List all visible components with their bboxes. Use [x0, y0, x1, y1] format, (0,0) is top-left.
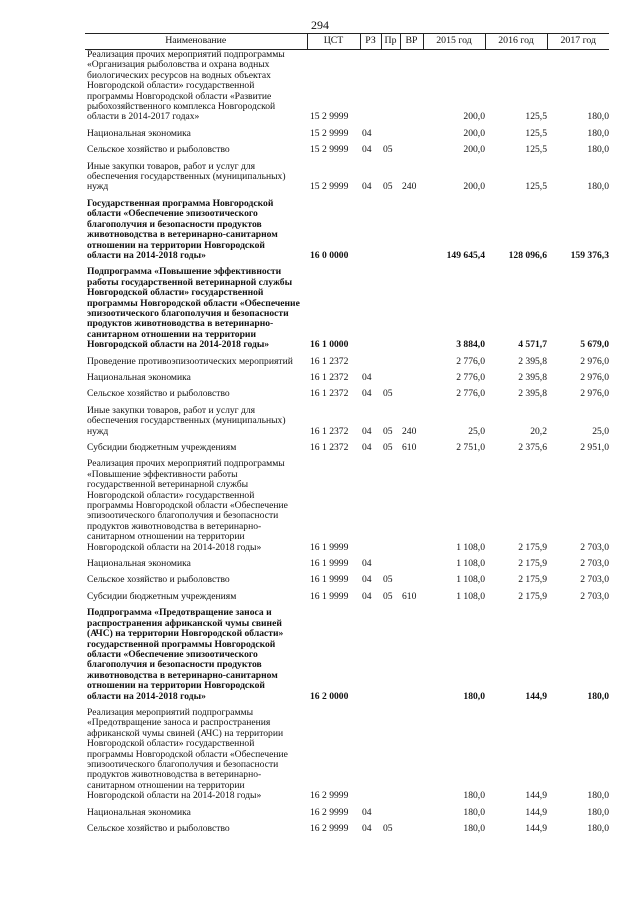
cell-vr [400, 50, 423, 123]
cell-vr [400, 367, 423, 383]
cell-2017: 180,0 [587, 111, 609, 123]
cell-2015: 200,0 [463, 111, 485, 123]
table-row [85, 261, 609, 350]
cell-2017: 2 703,0 [580, 541, 609, 553]
cell-2017: 2 951,0 [580, 442, 609, 453]
cell-2015: 1 108,0 [456, 558, 485, 570]
cell-2017: 2 703,0 [580, 558, 609, 570]
cell-2016: 144,9 [525, 690, 547, 702]
cell-rz: 04 [362, 823, 372, 834]
cell-2016: 125,5 [525, 111, 547, 123]
cell-vr [400, 383, 423, 399]
cell-2017: 180,0 [587, 790, 609, 802]
cell-pr: 05 [383, 442, 393, 453]
cell-pr [381, 453, 400, 553]
cell-2016: 125,5 [525, 144, 547, 156]
cell-2015: 180,0 [463, 823, 485, 834]
cell-name: Сельское хозяйство и рыболовство [87, 388, 230, 400]
cell-2017: 2 976,0 [580, 371, 609, 383]
cell-2017: 2 703,0 [580, 574, 609, 586]
cell-pr [381, 351, 400, 367]
cell-2017: 2 976,0 [580, 388, 609, 400]
cell-2015: 149 645,4 [446, 249, 485, 261]
cell-pr: 05 [383, 425, 393, 437]
cell-2016: 144,9 [525, 806, 547, 818]
cell-2016: 125,5 [525, 181, 547, 193]
header-2015: 2015 год [423, 34, 485, 50]
cell-2015: 180,0 [463, 690, 485, 702]
cell-pr [381, 123, 400, 139]
header-vr: ВР [400, 34, 423, 50]
cell-2017: 159 376,3 [570, 249, 609, 261]
cell-vr: 240 [402, 181, 417, 193]
cell-name: Реализация мероприятий подпрограммы «Предотвращение заноса и распространения африканской чумы свиней (АЧС) на территории Новгородской области» государственной программы Новгородской области «Обеспечение эпизоотического благополучия и безопасности продуктов животноводства в ветеринарно-санитарном отношении на территории Новгородской области на 2014-2018 годы» [87, 706, 288, 802]
table-row [85, 802, 609, 818]
cell-cst: 15 2 9999 [310, 127, 349, 139]
cell-2017: 180,0 [587, 806, 609, 818]
cell-cst: 16 1 2372 [310, 371, 349, 383]
cell-rz: 04 [362, 806, 372, 818]
cell-2016: 2 395,8 [518, 371, 547, 383]
table-row [85, 453, 609, 553]
cell-rz: 04 [362, 388, 372, 400]
cell-cst: 16 2 0000 [310, 690, 349, 702]
table-row [85, 50, 609, 123]
table-row [85, 553, 609, 569]
cell-rz [360, 453, 381, 553]
cell-rz: 04 [362, 425, 372, 437]
cell-vr [400, 139, 423, 155]
cell-pr [381, 553, 400, 569]
cell-pr: 05 [383, 590, 393, 602]
cell-2015: 2 776,0 [456, 388, 485, 400]
cell-name: Подпрограмма «Предотвращение заноса и распространения африканской чумы свиней (АЧС) на территории Новгородской области» государственной программы Новгородской области «Обеспечение эпизоотического благополучия и безопасности продуктов животноводства в ветеринарно-санитарном отношении на территории Новгородской области на 2014-2018 годы» [87, 607, 284, 702]
cell-cst: 16 1 2372 [310, 425, 349, 437]
table-row [85, 818, 609, 834]
cell-2017: 180,0 [587, 823, 609, 834]
cell-name: Национальная экономика [87, 558, 191, 570]
cell-cst: 16 1 2372 [310, 355, 349, 367]
cell-2015: 180,0 [463, 790, 485, 802]
header-2016: 2016 год [485, 34, 547, 50]
table-row [85, 139, 609, 155]
cell-rz [360, 702, 381, 802]
cell-rz: 04 [362, 558, 372, 570]
cell-name: Подпрограмма «Повышение эффективности работы государственной ветеринарной службы Новгородской области» государственной программы Новгородской области «Обеспечение эпизоотического благополучия и безопасности продуктов животноводства в ветеринарно-санитарном отношении на территории Новгородской области на 2014-2018 годы» [87, 266, 300, 351]
cell-pr [381, 802, 400, 818]
cell-2016: 4 571,7 [518, 339, 547, 351]
cell-name: Иные закупки товаров, работ и услуг для обеспечения государственных (муниципальных) нужд [87, 160, 286, 193]
table-row [85, 400, 609, 437]
cell-2016: 2 175,9 [518, 574, 547, 586]
cell-pr: 05 [383, 144, 393, 156]
table-row [85, 383, 609, 399]
header-pr: Пр [381, 34, 400, 50]
cell-2015: 200,0 [463, 144, 485, 156]
cell-rz: 04 [362, 144, 372, 156]
cell-2016: 2 175,9 [518, 590, 547, 602]
cell-vr [400, 453, 423, 553]
cell-cst: 15 2 9999 [310, 144, 349, 156]
cell-rz: 04 [362, 371, 372, 383]
table-row [85, 586, 609, 602]
table-header [85, 34, 609, 50]
cell-2017: 180,0 [587, 144, 609, 156]
cell-vr [400, 702, 423, 802]
cell-2016: 125,5 [525, 127, 547, 139]
cell-rz [360, 602, 381, 702]
cell-vr [400, 261, 423, 350]
cell-2017: 25,0 [592, 425, 609, 437]
cell-rz: 04 [362, 181, 372, 193]
header-name: Наименование [85, 34, 307, 50]
cell-pr: 05 [383, 823, 393, 834]
cell-name: Национальная экономика [87, 806, 191, 818]
cell-2015: 1 108,0 [456, 541, 485, 553]
table-row [85, 351, 609, 367]
cell-2016: 2 395,8 [518, 355, 547, 367]
cell-vr: 610 [402, 442, 417, 453]
cell-name: Реализация прочих мероприятий подпрограммы «Повышение эффективности работы государственной ветеринарной службы Новгородской области» государственной программы Новгородской области «Обеспечение эпизоотического благополучия и безопасности продуктов животноводства в ветеринарно-санитарном отношении на территории Новгородской области на 2014-2018 годы» [87, 458, 288, 553]
cell-name: Субсидии бюджетным учреждениям [87, 590, 237, 602]
cell-pr: 05 [383, 574, 393, 586]
cell-cst: 16 1 2372 [310, 388, 349, 400]
table-body [85, 50, 609, 835]
cell-2016: 2 395,8 [518, 388, 547, 400]
cell-vr [400, 802, 423, 818]
cell-cst: 16 2 9999 [310, 790, 349, 802]
cell-name: Сельское хозяйство и рыболовство [87, 144, 230, 156]
cell-vr [400, 602, 423, 702]
cell-2016: 144,9 [525, 823, 547, 834]
cell-cst: 16 1 9999 [310, 558, 349, 570]
cell-2015: 2 751,0 [456, 442, 485, 453]
cell-rz [360, 50, 381, 123]
cell-2015: 2 776,0 [456, 371, 485, 383]
table-row [85, 569, 609, 585]
cell-2016: 144,9 [525, 790, 547, 802]
cell-pr: 05 [383, 181, 393, 193]
header-cst: ЦСТ [307, 34, 360, 50]
table-row [85, 702, 609, 802]
cell-2017: 2 976,0 [580, 355, 609, 367]
page-number: 294 [311, 18, 329, 32]
table-row [85, 437, 609, 453]
cell-name: Государственная программа Новгородской области «Обеспечение эпизоотического благополучия и безопасности продуктов животноводства в ветеринарно-санитарном отношении на территории Новгородской области на 2014-2018 годы» [87, 197, 278, 261]
cell-cst: 16 2 9999 [310, 806, 349, 818]
cell-2016: 2 175,9 [518, 558, 547, 570]
table-row [85, 123, 609, 139]
cell-pr [381, 50, 400, 123]
table-row [85, 156, 609, 193]
cell-cst: 16 1 9999 [310, 541, 349, 553]
cell-2016: 20,2 [530, 425, 547, 437]
cell-name: Сельское хозяйство и рыболовство [87, 574, 230, 586]
cell-cst: 16 1 9999 [310, 574, 349, 586]
cell-2017: 180,0 [587, 127, 609, 139]
cell-2015: 1 108,0 [456, 590, 485, 602]
cell-vr [400, 553, 423, 569]
cell-rz: 04 [362, 442, 372, 453]
cell-2016: 2 175,9 [518, 541, 547, 553]
cell-vr [400, 123, 423, 139]
cell-name: Проведение противоэпизоотических мероприятий [87, 355, 293, 367]
cell-2017: 2 703,0 [580, 590, 609, 602]
cell-name: Субсидии бюджетным учреждениям [87, 442, 237, 453]
cell-pr [381, 193, 400, 261]
cell-cst: 16 1 2372 [310, 442, 349, 453]
cell-cst: 15 2 9999 [310, 181, 349, 193]
cell-2015: 25,0 [468, 425, 485, 437]
cell-vr: 240 [402, 425, 417, 437]
cell-2017: 5 679,0 [580, 339, 609, 351]
cell-rz: 04 [362, 127, 372, 139]
header-rz: РЗ [360, 34, 381, 50]
table-row [85, 602, 609, 702]
cell-pr [381, 702, 400, 802]
cell-rz [360, 193, 381, 261]
cell-rz: 04 [362, 590, 372, 602]
cell-rz [360, 261, 381, 350]
cell-vr [400, 193, 423, 261]
budget-table [85, 33, 609, 834]
cell-pr [381, 602, 400, 702]
cell-rz: 04 [362, 574, 372, 586]
cell-name: Иные закупки товаров, работ и услуг для обеспечения государственных (муниципальных) нужд [87, 404, 286, 437]
cell-vr [400, 818, 423, 834]
header-2017: 2017 год [547, 34, 609, 50]
cell-cst: 16 0 0000 [310, 249, 349, 261]
cell-cst: 16 2 9999 [310, 823, 349, 834]
cell-pr: 05 [383, 388, 393, 400]
cell-name: Национальная экономика [87, 127, 191, 139]
cell-2016: 2 375,6 [518, 442, 547, 453]
cell-2015: 2 776,0 [456, 355, 485, 367]
cell-vr: 610 [402, 590, 417, 602]
cell-name: Сельское хозяйство и рыболовство [87, 823, 230, 834]
cell-2015: 1 108,0 [456, 574, 485, 586]
table-row [85, 367, 609, 383]
cell-vr [400, 351, 423, 367]
cell-rz [360, 351, 381, 367]
cell-cst: 16 1 0000 [310, 339, 349, 351]
cell-cst: 15 2 9999 [310, 111, 349, 123]
cell-2017: 180,0 [587, 690, 609, 702]
table-row [85, 193, 609, 261]
cell-pr [381, 261, 400, 350]
cell-name: Реализация прочих мероприятий подпрограммы «Организация рыболовства и охрана водных биологических ресурсов на водных объектах Новгородской области» государственной программы Новгородской области «Развитие рыбохозяйственного комплекса Новгородской области в 2014-2017 годах» [87, 49, 285, 123]
cell-2016: 128 096,6 [508, 249, 547, 261]
cell-2015: 180,0 [463, 806, 485, 818]
cell-vr [400, 569, 423, 585]
cell-pr [381, 367, 400, 383]
cell-cst: 16 1 9999 [310, 590, 349, 602]
cell-2015: 3 884,0 [456, 339, 485, 351]
cell-name: Национальная экономика [87, 371, 191, 383]
cell-2015: 200,0 [463, 127, 485, 139]
cell-2015: 200,0 [463, 181, 485, 193]
cell-2017: 180,0 [587, 181, 609, 193]
